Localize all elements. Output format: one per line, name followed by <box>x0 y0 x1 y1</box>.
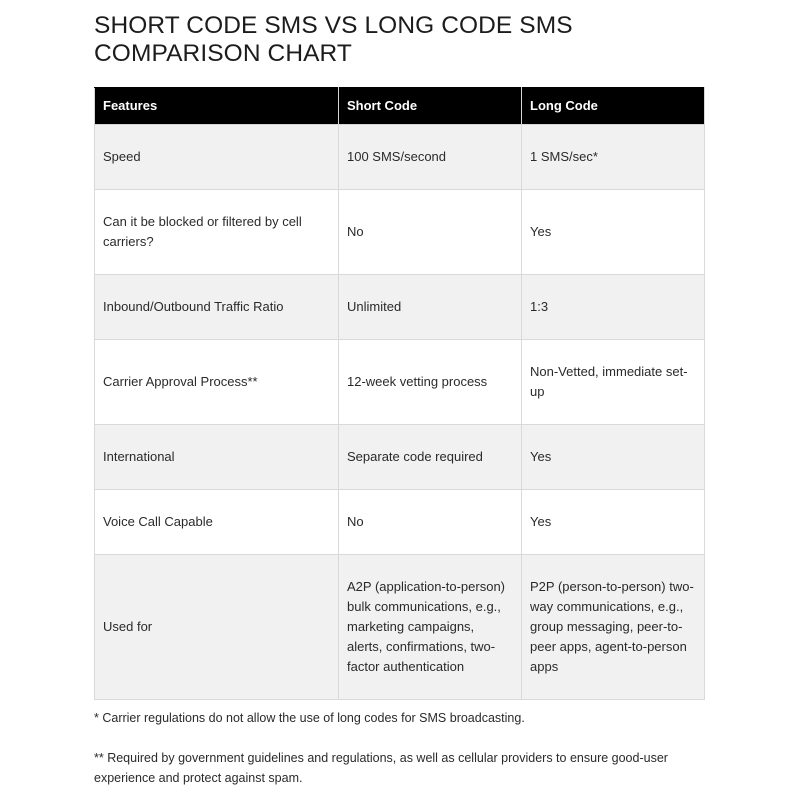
header-short-code: Short Code <box>339 88 522 125</box>
short-code-cell: Unlimited <box>339 275 522 340</box>
short-code-cell: Separate code required <box>339 425 522 490</box>
header-long-code: Long Code <box>522 88 705 125</box>
short-code-cell: 100 SMS/second <box>339 125 522 190</box>
short-code-cell: 12-week vetting process <box>339 340 522 425</box>
table-row <box>95 425 705 490</box>
table-row <box>95 275 705 340</box>
page-title: SHORT CODE SMS VS LONG CODE SMS COMPARISON CHART <box>94 12 573 67</box>
footnote-approval: ** Required by government guidelines and regulations, as well as cellular providers to ensure good-user experience and protect against spam. <box>94 751 668 785</box>
table-row <box>95 125 705 190</box>
table-row <box>95 490 705 555</box>
long-code-cell: Non-Vetted, immediate set-up <box>522 340 705 425</box>
feature-cell: Can it be blocked or filtered by cell carriers? <box>95 190 339 275</box>
long-code-cell: P2P (person-to-person) two-way communications, e.g., group messaging, peer-to-peer apps, agent-to-person apps <box>522 555 705 700</box>
feature-cell: Inbound/Outbound Traffic Ratio <box>95 275 339 340</box>
long-code-cell: 1 SMS/sec* <box>522 125 705 190</box>
short-code-cell: A2P (application-to-person) bulk communications, e.g., marketing campaigns, alerts, confirmations, two-factor authentication <box>339 555 522 700</box>
short-code-cell: No <box>339 490 522 555</box>
table-row <box>95 555 705 700</box>
feature-cell: Speed <box>95 125 339 190</box>
feature-cell: Carrier Approval Process** <box>95 340 339 425</box>
long-code-cell: 1:3 <box>522 275 705 340</box>
table-row <box>95 190 705 275</box>
footnote-long-code: * Carrier regulations do not allow the use of long codes for SMS broadcasting. <box>94 711 525 725</box>
long-code-cell: Yes <box>522 490 705 555</box>
feature-cell: Voice Call Capable <box>95 490 339 555</box>
short-code-cell: No <box>339 190 522 275</box>
long-code-cell: Yes <box>522 425 705 490</box>
comparison-table <box>94 87 705 700</box>
table-header-row <box>95 88 705 125</box>
table-row <box>95 340 705 425</box>
feature-cell: Used for <box>95 555 339 700</box>
long-code-cell: Yes <box>522 190 705 275</box>
feature-cell: International <box>95 425 339 490</box>
header-features: Features <box>95 88 339 125</box>
